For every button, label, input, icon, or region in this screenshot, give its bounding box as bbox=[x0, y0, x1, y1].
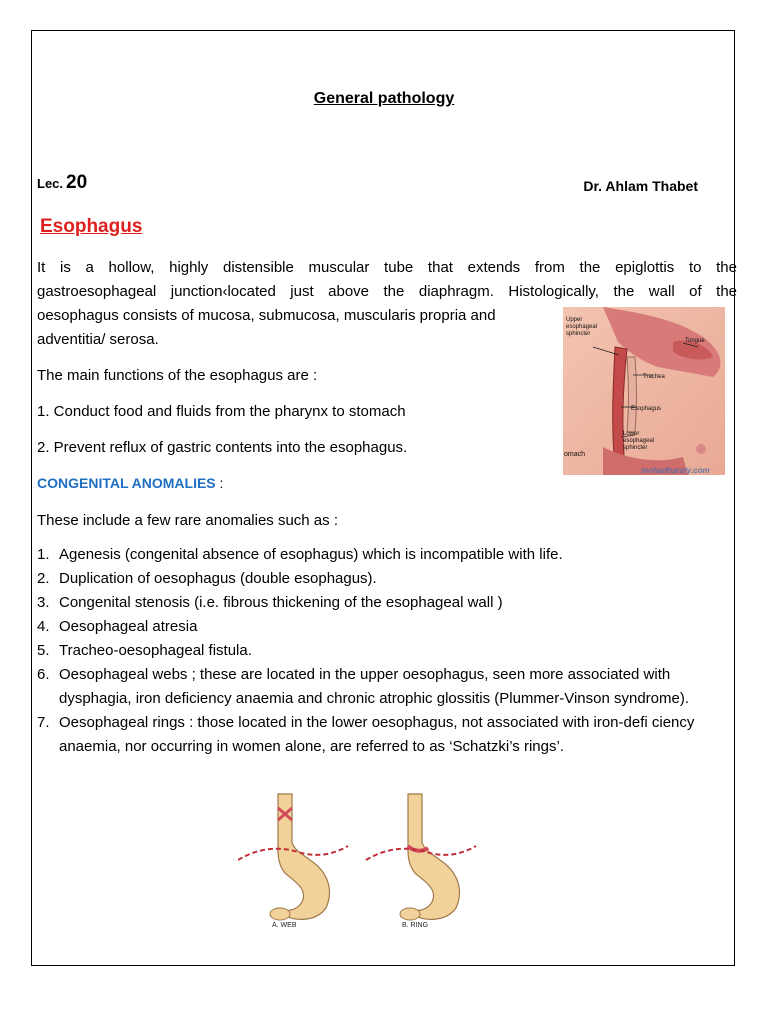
list-item-number: 3. bbox=[37, 594, 50, 611]
list-item bbox=[37, 591, 737, 615]
trachea-tube bbox=[627, 357, 637, 432]
anomalies-list bbox=[37, 543, 737, 759]
label-upper-sphincter-1: Upper bbox=[566, 317, 583, 323]
function-2: 2. Prevent reflux of gastric contents into the esophagus. bbox=[37, 439, 408, 456]
list-item-number: 7. bbox=[37, 714, 50, 731]
list-item-text: Oesophageal rings : those located in the lower oesophagus, not associated with iron-defi ciency anaemia, nor occurring in women alone, are referred to as ‘Schatzki’s rings’. bbox=[59, 714, 695, 755]
label-lower-sphincter-3: sphincter bbox=[623, 445, 648, 451]
list-item-text: Duplication of oesophagus (double esophagus). bbox=[59, 570, 377, 587]
list-item bbox=[37, 615, 737, 639]
lecture-number: 20 bbox=[66, 172, 88, 193]
lecture-label-text: Lec. bbox=[37, 176, 64, 191]
list-item bbox=[37, 567, 737, 591]
intro-line-3: oesophagus consists of mucosa, submucosa, muscularis propria and bbox=[37, 307, 496, 324]
list-item bbox=[37, 711, 737, 759]
list-item-number: 4. bbox=[37, 618, 50, 635]
list-item-text: Agenesis (congenital absence of esophagus) which is incompatible with life. bbox=[59, 546, 563, 563]
list-item-text: Tracheo-oesophageal fistula. bbox=[59, 642, 252, 659]
ring-diagram bbox=[366, 794, 476, 929]
anomalies-intro: These include a few rare anomalies such as : bbox=[37, 512, 338, 529]
label-ring: B. RING bbox=[402, 922, 429, 929]
list-item-number: 2. bbox=[37, 570, 50, 587]
label-lower-sphincter-2: esophageal bbox=[623, 438, 655, 444]
label-upper-sphincter-2: esophageal bbox=[566, 324, 598, 330]
label-lower-sphincter-1: Lower bbox=[623, 431, 640, 437]
function-1: 1. Conduct food and fluids from the pharynx to stomach bbox=[37, 403, 406, 420]
label-upper-sphincter-3: sphincter bbox=[566, 331, 591, 337]
lecture-label bbox=[37, 172, 87, 194]
web-ring-figure bbox=[238, 790, 478, 930]
label-web: A. WEB bbox=[272, 922, 297, 929]
list-item-number: 5. bbox=[37, 642, 50, 659]
list-item-text: Oesophageal webs ; these are located in the upper oesophagus, seen more associated with dysphagia, iron deficiency anaemia and chronic atrophic glossitis (Plummer-Vinson syndrome). bbox=[59, 666, 690, 707]
list-item bbox=[37, 543, 737, 567]
label-esophagus: Esophagus bbox=[631, 406, 662, 412]
label-stomach: omach bbox=[564, 451, 586, 458]
list-item-text: Oesophageal atresia bbox=[59, 618, 198, 635]
list-item bbox=[37, 639, 737, 663]
web-diagram bbox=[238, 794, 348, 929]
author-name: Dr. Ahlam Thabet bbox=[583, 178, 698, 194]
figure-watermark: mohadharaty.com bbox=[641, 466, 710, 475]
ring-esophagus-stomach bbox=[406, 794, 459, 919]
congenital-heading-text: CONGENITAL ANOMALIES bbox=[37, 475, 216, 491]
intro-line-4: adventitia/ serosa. bbox=[37, 331, 159, 348]
list-item-number: 6. bbox=[37, 666, 50, 683]
congenital-heading bbox=[37, 475, 223, 491]
list-item-number: 1. bbox=[37, 546, 50, 563]
web-duodenum bbox=[270, 908, 290, 920]
list-item bbox=[37, 663, 737, 711]
nipple-shape bbox=[696, 444, 706, 454]
functions-intro: The main functions of the esophagus are : bbox=[37, 367, 318, 384]
label-tongue: Tongue bbox=[685, 338, 705, 344]
esophagus-anatomy-figure bbox=[563, 307, 725, 475]
intro-line-1: It is a hollow, highly distensible muscular tube that extends from the epiglottis to the bbox=[37, 259, 737, 276]
document-title: General pathology bbox=[313, 90, 455, 107]
list-item-text: Congenital stenosis (i.e. fibrous thickening of the esophageal wall ) bbox=[59, 594, 503, 611]
label-trachea: Trachea bbox=[643, 374, 665, 380]
intro-line-2: gastroesophageal junction‹located just above the diaphragm. Histologically, the wall of the bbox=[37, 283, 737, 300]
ring-duodenum bbox=[400, 908, 420, 920]
congenital-colon: : bbox=[215, 475, 224, 491]
section-heading: Esophagus bbox=[40, 216, 143, 237]
